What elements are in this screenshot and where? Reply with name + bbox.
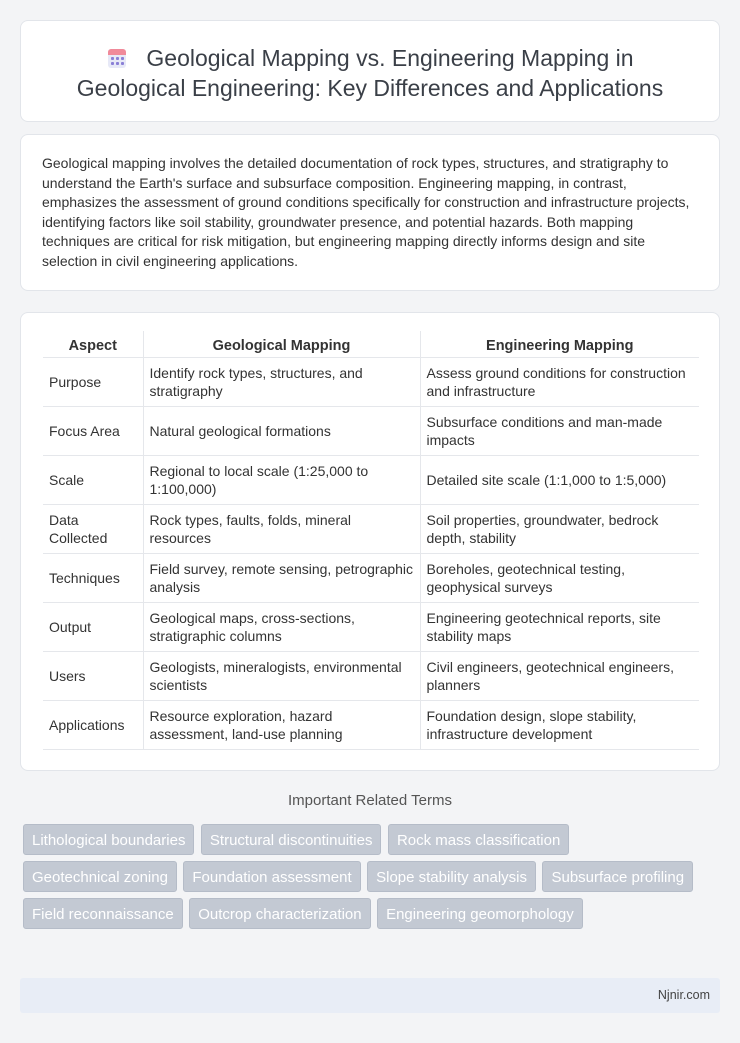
tag-foundation-assessment[interactable]: Foundation assessment — [183, 861, 360, 892]
table-row — [43, 504, 699, 553]
footer-site-link[interactable]: Njnir.com — [657, 988, 710, 1002]
header-geological-mapping: Geological Mapping — [143, 331, 420, 357]
cell-engineering: Subsurface conditions and man-made impacts — [420, 406, 699, 455]
cell-engineering: Boreholes, geotechnical testing, geophysical surveys — [420, 553, 699, 602]
table-row — [43, 602, 699, 651]
related-terms-list — [23, 824, 723, 935]
cell-geological: Identify rock types, structures, and stratigraphy — [143, 357, 420, 406]
tag-field-reconnaissance[interactable]: Field reconnaissance — [23, 898, 183, 929]
intro-card — [20, 134, 720, 291]
table-row — [43, 553, 699, 602]
page-title-text: Geological Mapping vs. Engineering Mapping in Geological Engineering: Key Differences and Applications — [76, 45, 664, 101]
tag-lithological-boundaries[interactable]: Lithological boundaries — [23, 824, 194, 855]
table-row — [43, 406, 699, 455]
cell-geological: Field survey, remote sensing, petrographic analysis — [143, 553, 420, 602]
header-aspect: Aspect — [43, 331, 143, 357]
cell-geological: Regional to local scale (1:25,000 to 1:100,000) — [143, 455, 420, 504]
tag-outcrop-characterization[interactable]: Outcrop characterization — [189, 898, 370, 929]
comparison-card — [20, 312, 720, 771]
table-row — [43, 357, 699, 406]
table-header-row — [43, 331, 699, 357]
cell-geological: Geological maps, cross-sections, stratigraphic columns — [143, 602, 420, 651]
title-card — [20, 20, 720, 122]
cell-aspect: Purpose — [43, 357, 143, 406]
cell-engineering: Foundation design, slope stability, infrastructure development — [420, 700, 699, 749]
cell-aspect: Scale — [43, 455, 143, 504]
table-row — [43, 651, 699, 700]
tag-structural-discontinuities[interactable]: Structural discontinuities — [201, 824, 382, 855]
table-row — [43, 455, 699, 504]
tag-engineering-geomorphology[interactable]: Engineering geomorphology — [377, 898, 583, 929]
cell-aspect: Output — [43, 602, 143, 651]
related-terms-heading: Important Related Terms — [288, 792, 452, 809]
tag-slope-stability-analysis[interactable]: Slope stability analysis — [367, 861, 536, 892]
cell-geological: Resource exploration, hazard assessment, land-use planning — [143, 700, 420, 749]
tag-geotechnical-zoning[interactable]: Geotechnical zoning — [23, 861, 177, 892]
cell-engineering: Detailed site scale (1:1,000 to 1:5,000) — [420, 455, 699, 504]
cell-engineering: Civil engineers, geotechnical engineers, planners — [420, 651, 699, 700]
page-title — [51, 43, 689, 103]
cell-engineering: Engineering geotechnical reports, site stability maps — [420, 602, 699, 651]
cell-geological: Natural geological formations — [143, 406, 420, 455]
cell-geological: Rock types, faults, folds, mineral resources — [143, 504, 420, 553]
cell-engineering: Soil properties, groundwater, bedrock depth, stability — [420, 504, 699, 553]
cell-aspect: Focus Area — [43, 406, 143, 455]
cell-aspect: Techniques — [43, 553, 143, 602]
table-row — [43, 700, 699, 749]
cell-engineering: Assess ground conditions for construction and infrastructure — [420, 357, 699, 406]
tag-subsurface-profiling[interactable]: Subsurface profiling — [542, 861, 693, 892]
cell-aspect: Data Collected — [43, 504, 143, 553]
cell-aspect: Users — [43, 651, 143, 700]
header-engineering-mapping: Engineering Mapping — [420, 331, 699, 357]
tag-rock-mass-classification[interactable]: Rock mass classification — [388, 824, 569, 855]
comparison-table — [43, 331, 699, 750]
intro-paragraph: Geological mapping involves the detailed documentation of rock types, structures, and stratigraphy to understand the Earth's surface and subsurface composition. Engineering mapping, in contrast, emphasizes the assessment of ground conditions specifically for construction and infrastructure projects, identifying factors like soil stability, groundwater presence, and potential hazards. Both mapping techniques are critical for risk mitigation, but engineering mapping directly informs design and site selection in civil engineering applications. — [42, 155, 690, 269]
cell-aspect: Applications — [43, 700, 143, 749]
cell-geological: Geologists, mineralogists, environmental scientists — [143, 651, 420, 700]
footer — [20, 978, 720, 1013]
calendar-icon — [106, 47, 128, 69]
